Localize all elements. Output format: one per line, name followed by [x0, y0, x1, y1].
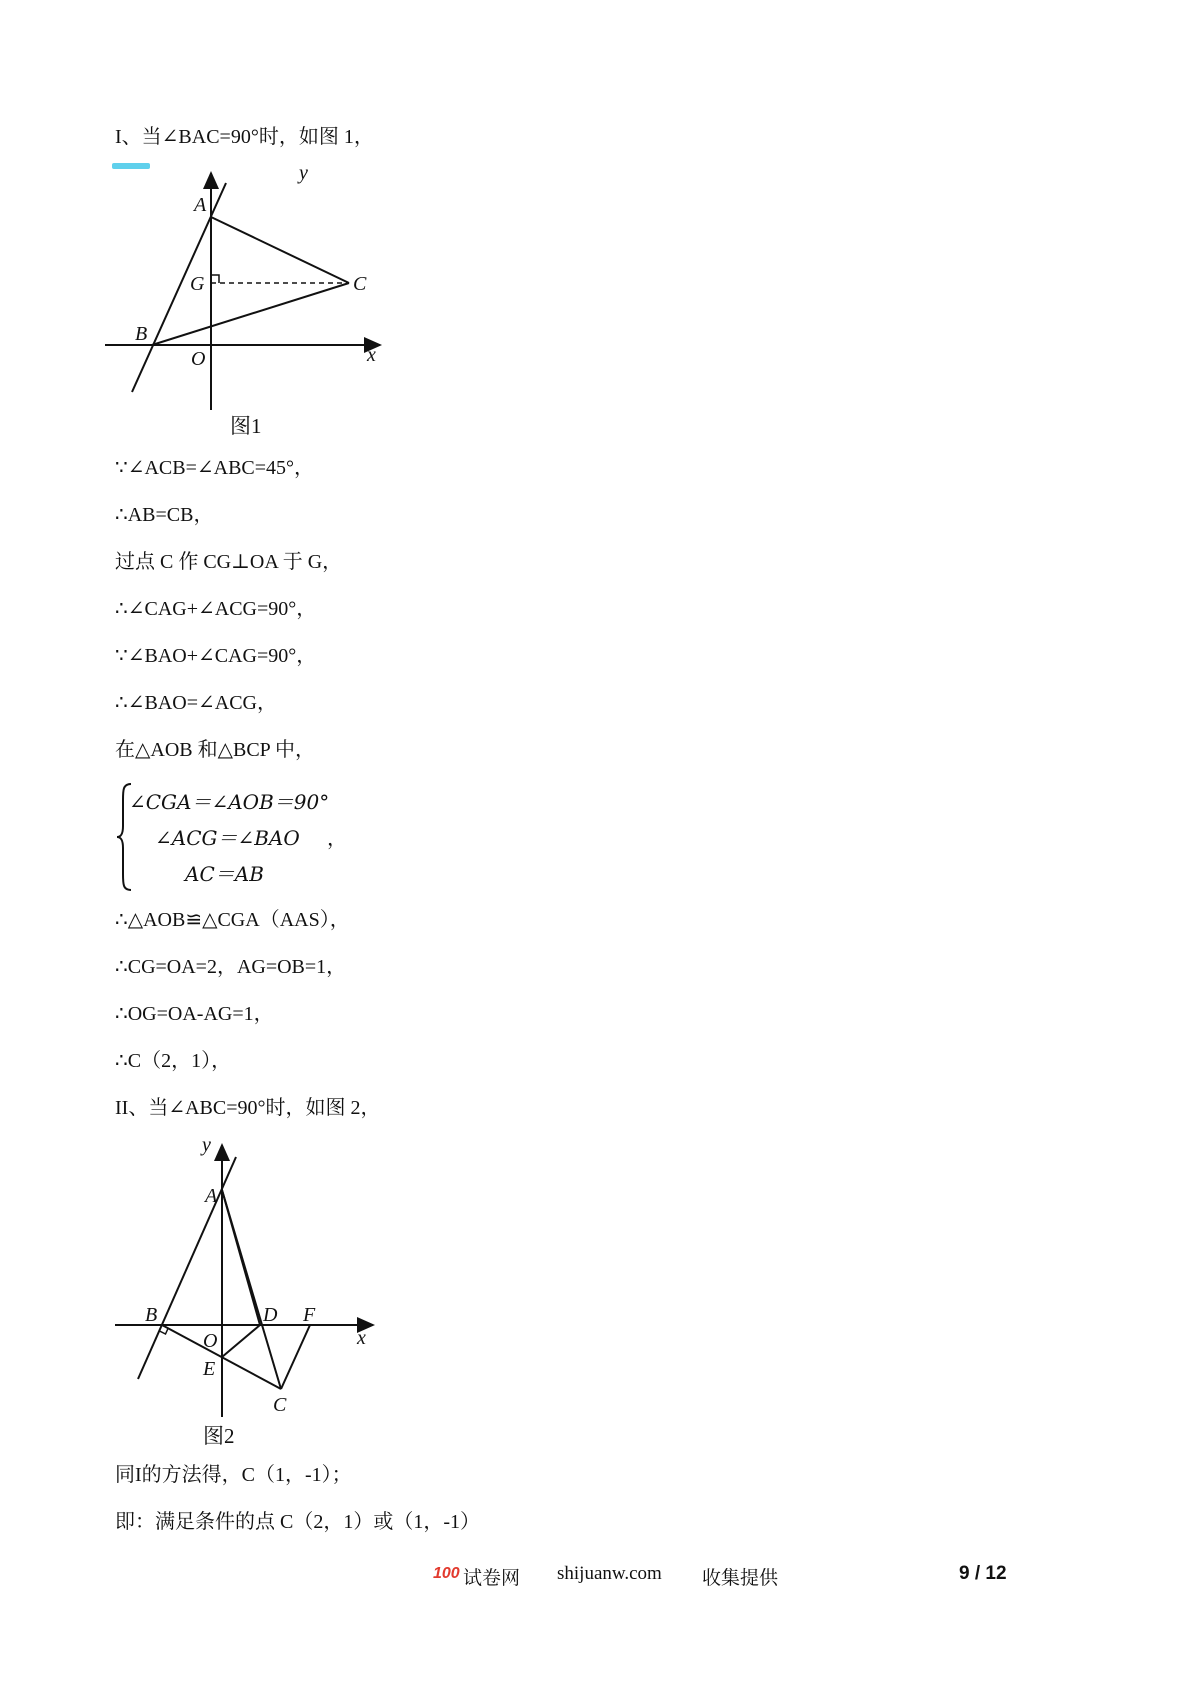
label-d: D: [263, 1304, 278, 1326]
label-b: B: [135, 323, 148, 345]
case1-heading: I、当∠BAC=90°时，如图 1，: [115, 126, 374, 148]
page-footer: [0, 1563, 1191, 1593]
label-b: B: [145, 1304, 158, 1326]
segment-ac: [211, 217, 349, 283]
figure-1: [105, 165, 385, 410]
segment-de: [222, 1325, 260, 1357]
label-y: y: [299, 165, 308, 184]
equation-2: ∠ACG＝∠BAO: [155, 826, 300, 850]
case2-result: 同I的方法得，C（1，-1）；: [115, 1464, 352, 1486]
label-a: A: [205, 1185, 218, 1207]
system-comma: ，: [327, 828, 347, 850]
segment-fc: [281, 1325, 310, 1389]
step-line: 过点 C 作 CG⊥OA 于 G，: [115, 551, 343, 573]
final-answer: 即：满足条件的点 C（2，1）或（1，-1）: [115, 1511, 480, 1533]
equation-1: ∠CGA＝∠AOB＝90°: [129, 790, 330, 814]
segment-bc: [152, 283, 349, 345]
step-line: ∵∠ACB=∠ABC=45°，: [115, 457, 315, 479]
label-x: x: [357, 1327, 366, 1349]
site-name: 试卷网: [463, 1568, 521, 1589]
conclusion-line: ∴△AOB≌△CGA（AAS），: [115, 909, 350, 931]
label-g: G: [190, 273, 205, 295]
label-x: x: [367, 344, 376, 366]
figure-2-caption: 图2: [203, 1424, 235, 1448]
label-o: O: [191, 348, 206, 370]
right-angle-mark: [211, 275, 219, 283]
segment-ac: [222, 1190, 281, 1389]
figure-2: [105, 1135, 385, 1420]
label-o: O: [203, 1330, 218, 1352]
page-number: 9 / 12: [959, 1563, 1007, 1584]
label-c: C: [273, 1394, 287, 1416]
conclusion-line: ∴C（2，1），: [115, 1050, 232, 1072]
equation-3: AC＝AB: [185, 862, 264, 886]
conclusion-line: ∴OG=OA-AG=1，: [115, 1003, 274, 1025]
label-y: y: [202, 1135, 211, 1156]
label-e: E: [203, 1358, 216, 1380]
label-f: F: [303, 1304, 316, 1326]
step-line: ∵∠BAO+∠CAG=90°，: [115, 645, 317, 667]
step-line: 在△AOB 和△BCP 中，: [115, 739, 316, 761]
label-c: C: [353, 273, 367, 295]
case2-heading: II、当∠ABC=90°时，如图 2，: [115, 1097, 381, 1119]
conclusion-line: ∴CG=OA=2，AG=OB=1，: [115, 956, 347, 978]
step-line: ∴∠BAO=∠ACG，: [115, 692, 277, 714]
label-a: A: [194, 194, 207, 216]
provided-by: 收集提供: [702, 1568, 779, 1589]
site-domain: shijuanw.com: [557, 1563, 662, 1584]
equation-system: [115, 782, 375, 892]
step-line: ∴AB=CB，: [115, 504, 214, 526]
figure-1-caption: 图1: [230, 414, 262, 438]
step-line: ∴∠CAG+∠ACG=90°，: [115, 598, 317, 620]
site-logo: 100: [433, 1565, 460, 1582]
